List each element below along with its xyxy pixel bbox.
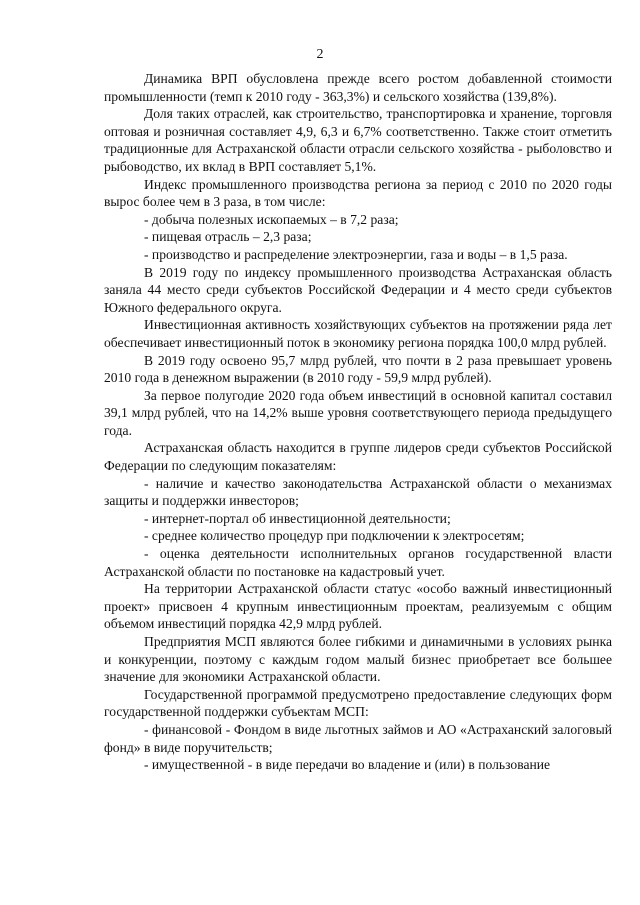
body-text — [104, 70, 612, 774]
page-number: 2 — [316, 47, 324, 62]
list-item: - имущественной - в виде передачи во владение и (или) в пользование — [144, 757, 551, 773]
paragraph: На территории Астраханской области статус «особо важный инвестиционный проект» присвоен 4 крупным инвестиционным проектам, реализуемым с общим объемом инвестиций порядка 42,9 млрд рублей. — [104, 581, 612, 632]
paragraph: Предприятия МСП являются более гибкими и динамичными в условиях рынка и конкуренции, поэтому с каждым годом малый бизнес приобретает все большее значение для экономики Астраханской области. — [104, 634, 612, 685]
paragraph: Астраханская область находится в группе лидеров среди субъектов Российской Федерации по следующим показателям: — [104, 440, 612, 474]
list-item: - интернет-портал об инвестиционной деятельности; — [144, 510, 451, 526]
paragraph: Динамика ВРП обусловлена прежде всего ростом добавленной стоимости промышленности (темп к 2010 году - 363,3%) и сельского хозяйства (139,8%). — [104, 71, 612, 104]
paragraph: В 2019 году по индексу промышленного производства Астраханская область заняла 44 место среди субъектов Российской Федерации и 4 место среди субъектов Южного федерального округа. — [104, 264, 612, 315]
paragraph: Инвестиционная активность хозяйствующих субъектов на протяжении ряда лет обеспечивает инвестиционный поток в экономику региона порядка 100,0 млрд рублей. — [104, 317, 612, 350]
list-item: - наличие и качество законодательства Астраханской области о механизмах защиты и поддержки инвесторов; — [104, 475, 612, 509]
paragraph: В 2019 году освоено 95,7 млрд рублей, что почти в 2 раза превышает уровень 2010 года в денежном выражении (в 2010 году - 59,9 млрд рублей). — [104, 352, 612, 386]
list-item: - добыча полезных ископаемых – в 7,2 раза; — [144, 211, 399, 227]
list-item: - среднее количество процедур при подключении к электросетям; — [144, 528, 525, 544]
paragraph: Индекс промышленного производства региона за период с 2010 по 2020 годы вырос более чем в 3 раза, в том числе: — [104, 176, 612, 210]
list-item: - оценка деятельности исполнительных органов государственной власти Астраханской области по постановке на кадастровый учет. — [104, 546, 612, 579]
paragraph: За первое полугодие 2020 года объем инвестиций в основной капитал составил 39,1 млрд рублей, что на 14,2% выше уровня соответствующего периода предыдущего года. — [104, 387, 612, 438]
paragraph: Доля таких отраслей, как строительство, транспортировка и хранение, торговля оптовая и розничная составляет 4,9, 6,3 и 6,7% соответственно. Также стоит отметить традиционные для Астраханской области отрасли сельского хозяйства - рыболовство и рыбоводство, их вклад в ВРП составляет 5,1%. — [104, 106, 612, 174]
paragraph: Государственной программой предусмотрено предоставление следующих форм государственной поддержки субъектам МСП: — [104, 686, 612, 720]
list-item: - пищевая отрасль – 2,3 раза; — [144, 229, 312, 245]
list-item: - производство и распределение электроэнергии, газа и воды – в 1,5 раза. — [144, 246, 568, 262]
list-item: - финансовой - Фондом в виде льготных займов и АО «Астраханский залоговый фонд» в виде поручительств; — [104, 721, 612, 755]
